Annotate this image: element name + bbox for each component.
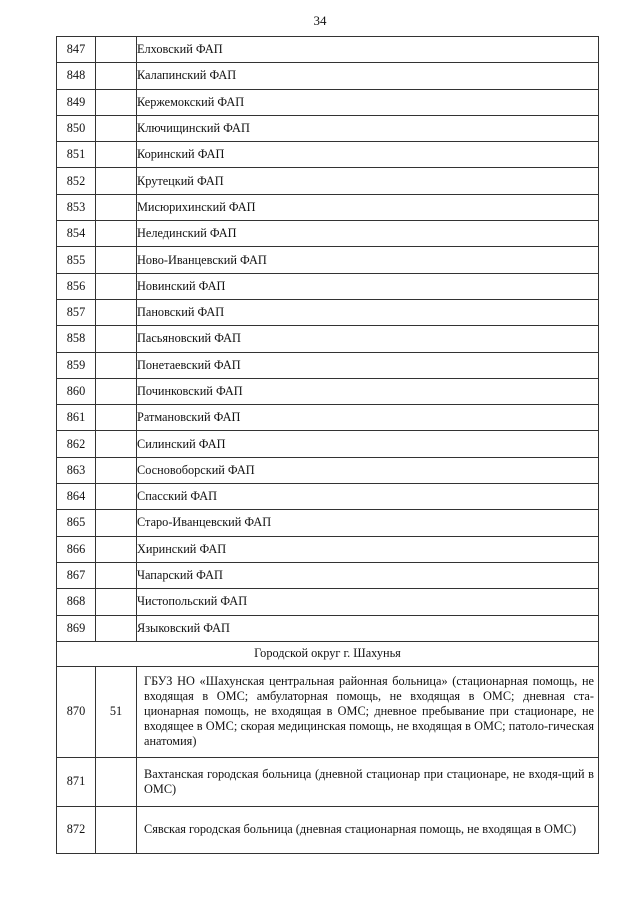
table-row [57,352,599,378]
row-code [96,326,137,352]
row-code [96,615,137,641]
row-code [96,168,137,194]
table-row [57,589,599,615]
row-code [96,757,137,806]
row-number: 856 [57,273,96,299]
row-code [96,484,137,510]
row-number: 865 [57,510,96,536]
table-row [57,247,599,273]
row-number: 854 [57,221,96,247]
row-name: Старо-Иванцевский ФАП [137,510,599,536]
row-name: Коринский ФАП [137,142,599,168]
row-name: Пановский ФАП [137,299,599,325]
table-row [57,806,599,853]
row-name: ГБУЗ НО «Шахунская центральная районная больница» (стационарная помощь, не входящая в ОМС; амбулаторная помощь, не входящая в ОМС; дневная ста-ционарная помощь, не входящая в ОМС; дневное пребывание при стационаре, не входящее в ОМС; скорая медицинская помощь, не входящая в ОМС; патоло-гическая анатомия) [137,666,599,757]
row-code [96,221,137,247]
table-row [57,37,599,63]
row-code [96,115,137,141]
table-row [57,299,599,325]
row-number: 857 [57,299,96,325]
table-row [57,757,599,806]
row-name: Чистопольский ФАП [137,589,599,615]
row-name: Хиринский ФАП [137,536,599,562]
table-row [57,405,599,431]
row-code [96,536,137,562]
table-row [57,63,599,89]
row-code [96,378,137,404]
row-number: 863 [57,457,96,483]
row-code [96,405,137,431]
row-number: 872 [57,806,96,853]
row-number: 864 [57,484,96,510]
row-name: Елховский ФАП [137,37,599,63]
row-code [96,273,137,299]
row-number: 851 [57,142,96,168]
table-row [57,89,599,115]
row-name: Чапарский ФАП [137,562,599,588]
row-number: 871 [57,757,96,806]
row-name: Мисюрихинский ФАП [137,194,599,220]
table-row [57,142,599,168]
row-name: Ключищинский ФАП [137,115,599,141]
table-row [57,221,599,247]
table-row [57,431,599,457]
row-name: Калапинский ФАП [137,63,599,89]
row-name: Языковский ФАП [137,615,599,641]
row-name: Вахтанская городская больница (дневной стационар при стационаре, не входя-щий в ОМС) [137,757,599,806]
row-name: Спасский ФАП [137,484,599,510]
row-code [96,89,137,115]
row-number: 852 [57,168,96,194]
row-number: 858 [57,326,96,352]
table-row [57,194,599,220]
row-code [96,142,137,168]
table-row [57,115,599,141]
table-row [57,457,599,483]
table-row [57,378,599,404]
row-number: 849 [57,89,96,115]
table-row [57,615,599,641]
row-name: Нелединский ФАП [137,221,599,247]
row-code [96,247,137,273]
row-code [96,299,137,325]
row-name: Понетаевский ФАП [137,352,599,378]
row-code: 51 [96,666,137,757]
row-number: 869 [57,615,96,641]
row-code [96,63,137,89]
table-row [57,326,599,352]
row-number: 850 [57,115,96,141]
registry-table [56,36,599,854]
row-name: Починковский ФАП [137,378,599,404]
row-name: Ратмановский ФАП [137,405,599,431]
row-name: Силинский ФАП [137,431,599,457]
row-name: Сявская городская больница (дневная стационарная помощь, не входящая в ОМС) [137,806,599,853]
row-code [96,806,137,853]
row-number: 866 [57,536,96,562]
page-number: 34 [313,13,327,28]
row-name: Сосновоборский ФАП [137,457,599,483]
row-code [96,352,137,378]
row-code [96,194,137,220]
row-name: Новинский ФАП [137,273,599,299]
table-row [57,536,599,562]
row-number: 848 [57,63,96,89]
row-name: Кержемокский ФАП [137,89,599,115]
row-code [96,37,137,63]
row-number: 855 [57,247,96,273]
table-row [57,273,599,299]
row-code [96,431,137,457]
section-header-row [57,641,599,666]
table-row [57,168,599,194]
row-code [96,510,137,536]
row-number: 860 [57,378,96,404]
row-number: 847 [57,37,96,63]
row-number: 853 [57,194,96,220]
row-code [96,562,137,588]
row-number: 862 [57,431,96,457]
table-row [57,510,599,536]
row-code [96,457,137,483]
row-name: Ново-Иванцевский ФАП [137,247,599,273]
table-row [57,484,599,510]
row-name: Пасьяновский ФАП [137,326,599,352]
section-title: Городской округ г. Шахунья [57,641,599,666]
row-name: Крутецкий ФАП [137,168,599,194]
table-row [57,562,599,588]
row-number: 859 [57,352,96,378]
row-number: 861 [57,405,96,431]
row-code [96,589,137,615]
row-number: 868 [57,589,96,615]
table-row [57,666,599,757]
row-number: 867 [57,562,96,588]
row-number: 870 [57,666,96,757]
